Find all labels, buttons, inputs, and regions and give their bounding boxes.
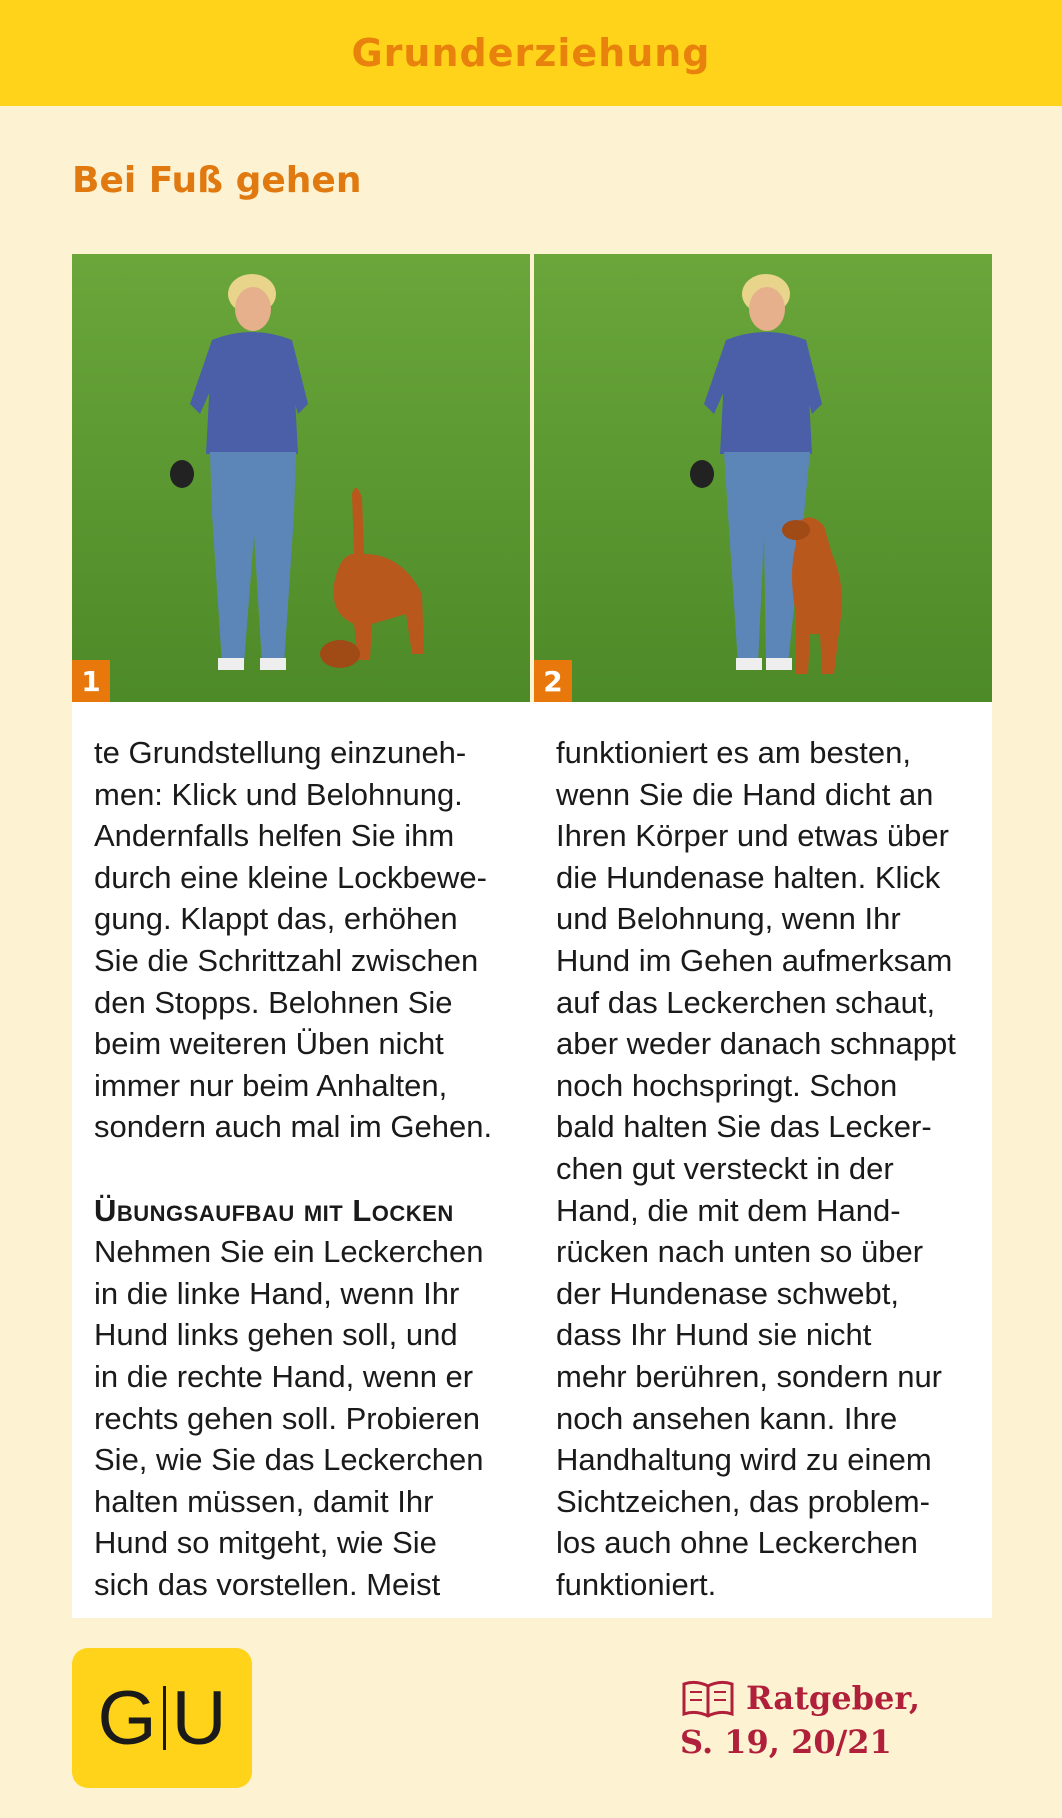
photo-2 <box>534 254 992 702</box>
text-line: bald halten Sie das Lecker- <box>556 1109 932 1145</box>
gu-logo <box>72 1648 252 1788</box>
text-line: in die linke Hand, wenn Ihr <box>94 1275 460 1311</box>
text-line: Andernfalls helfen Sie ihm <box>94 818 455 854</box>
text-line: chen gut versteckt in der <box>556 1150 894 1186</box>
text-line: sondern auch mal im Gehen. <box>94 1109 493 1145</box>
text-line: rücken nach unten so über <box>556 1234 924 1270</box>
text-line: Hand, die mit dem Hand- <box>556 1192 901 1228</box>
paragraph-gap <box>94 1148 524 1190</box>
text-line: wenn Sie die Hand dicht an <box>556 776 934 812</box>
text-line: sich das vorstellen. Meist <box>94 1566 441 1602</box>
photo-2-illustration <box>534 254 992 702</box>
text-line: und Belohnung, wenn Ihr <box>556 901 901 937</box>
reference-pages: S. 19, 20/21 <box>680 1723 892 1761</box>
text-line: dass Ihr Hund sie nicht <box>556 1317 872 1353</box>
photo-1-illustration <box>72 254 530 702</box>
header-title: Grunderziehung <box>351 31 711 75</box>
text-line: Hund links gehen soll, und <box>94 1317 458 1353</box>
text-line: Sie die Schrittzahl zwischen <box>94 942 479 978</box>
text-line: te Grundstellung einzuneh- <box>94 735 467 770</box>
text-line: funktioniert es am besten, <box>556 735 911 770</box>
text-line: in die rechte Hand, wenn er <box>94 1358 474 1394</box>
text-line: Hund so mitgeht, wie Sie <box>94 1525 437 1561</box>
page-header <box>0 0 1062 106</box>
photo-number-1: 1 <box>72 660 110 702</box>
logo-letter-g: G <box>97 1675 157 1761</box>
text-line: rechts gehen soll. Probieren <box>94 1400 481 1436</box>
logo-letter-u: U <box>171 1675 227 1761</box>
text-line: beim weiteren Üben nicht <box>94 1026 444 1062</box>
photo-1 <box>72 254 530 702</box>
text-line: mehr berühren, sondern nur <box>556 1358 943 1394</box>
text-line: noch ansehen kann. Ihre <box>556 1400 898 1436</box>
book-icon <box>680 1678 736 1718</box>
text-line: funktioniert. <box>556 1566 717 1602</box>
text-line: halten müssen, damit Ihr <box>94 1483 434 1519</box>
right-column <box>556 732 986 1605</box>
text-line: durch eine kleine Lockbewe- <box>94 859 487 895</box>
text-line: Sichtzeichen, das problem- <box>556 1483 930 1519</box>
text-panel <box>72 702 992 1618</box>
text-line: die Hundenase halten. Klick <box>556 859 941 895</box>
text-line: gung. Klappt das, erhöhen <box>94 901 458 937</box>
text-line: aber weder danach schnappt <box>556 1026 956 1062</box>
subheading: Übungsaufbau mit Locken <box>94 1192 454 1228</box>
text-line: noch hochspringt. Schon <box>556 1067 898 1103</box>
logo-divider <box>163 1686 166 1750</box>
text-line: Hund im Gehen aufmerksam <box>556 942 953 978</box>
text-line: men: Klick und Belohnung. <box>94 776 463 812</box>
text-line: Nehmen Sie ein Leckerchen <box>94 1234 484 1270</box>
text-line: Handhaltung wird zu einem <box>556 1442 932 1478</box>
reference-title: Ratgeber, <box>746 1679 920 1717</box>
photo-number-2: 2 <box>534 660 572 702</box>
text-line: den Stopps. Belohnen Sie <box>94 984 453 1020</box>
text-line: Ihren Körper und etwas über <box>556 818 949 854</box>
text-line: Sie, wie Sie das Leckerchen <box>94 1442 484 1478</box>
text-line: los auch ohne Leckerchen <box>556 1525 918 1561</box>
text-line: der Hundenase schwebt, <box>556 1275 899 1311</box>
text-line: auf das Leckerchen schaut, <box>556 984 936 1020</box>
reference-note <box>680 1676 920 1764</box>
section-title: Bei Fuß gehen <box>72 160 362 201</box>
left-column <box>94 732 524 1605</box>
text-line: immer nur beim Anhalten, <box>94 1067 448 1103</box>
